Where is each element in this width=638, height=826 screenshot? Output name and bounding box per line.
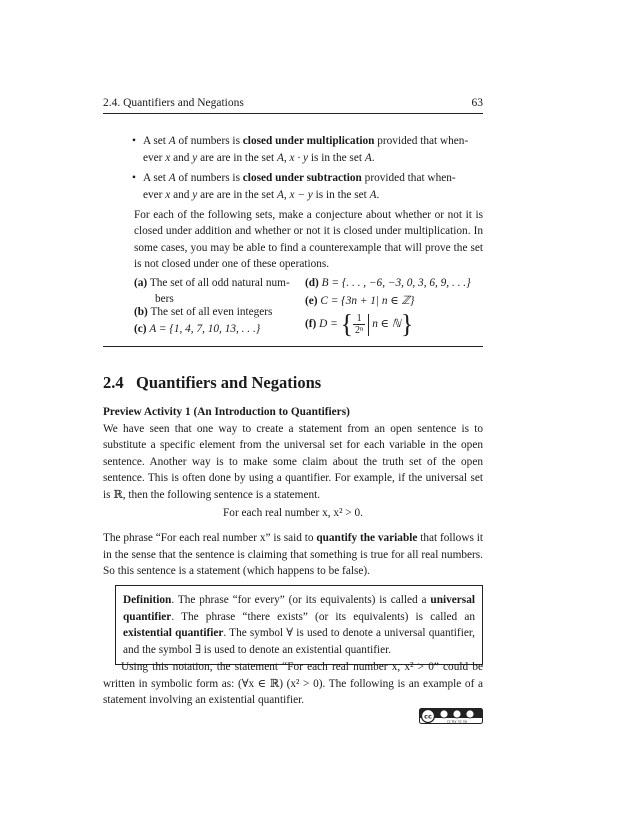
preview-heading: Preview Activity 1 [103, 406, 191, 418]
header-rule [103, 113, 483, 114]
preview-activity [103, 404, 483, 504]
svg-text:cc: cc [424, 712, 432, 721]
exercise-e: (e) C = {3n + 1| n ∈ ℤ} [305, 295, 415, 307]
definition-box: Definition. The phrase “for every” (or its equivalents) is called a universal quantifier. The phrase “there exists” (or its equivalents) is called an existential quantifier. The symbol ∀ is used to denote a universal quantifier, and the symbol ∃ is used to denote an existential quantifier. [115, 585, 483, 665]
creative-commons-icon [419, 708, 483, 724]
page-number: 63 [471, 97, 483, 109]
exercise-d: (d) B = {. . . , −6, −3, 0, 3, 6, 9, . . .} [305, 277, 471, 289]
running-head-section: 2.4. Quantifiers and Negations [103, 97, 244, 109]
intro-paragraph: For each of the following sets, make a conjecture about whether or not it is closed under addition and whether or not it is closed under multiplication. In some cases, you may be able to find a counterexample that will prove the set is not closed under one of these operations. [134, 209, 483, 271]
section-separator [103, 346, 483, 347]
exercise-a: (a) The set of all odd natural num- bers [134, 277, 290, 305]
term-quantify-variable: quantify the variable [316, 532, 418, 544]
bullet-dot: • [132, 135, 136, 147]
fraction: $\frac{1}{\text{2ⁿ}}$ [355, 313, 364, 336]
preview-paragraph-1: We have seen that one way to create a statement from an open sentence is to substitute a specific element from the universal set for each variable in the open sentence. Another way is to make some claim about the truth set of the open sentence. This is often done by using a quantifier. For example, if the universal set is ℝ, then the following sentence is a statement. [103, 422, 483, 501]
equation: For each real number x, x² > 0. [223, 507, 363, 519]
preview-subheading: (An Introduction to Quantifiers) [193, 406, 350, 418]
exercise-c: (c) A = {1, 4, 7, 10, 13, . . .} [134, 323, 261, 335]
bullet-closed-multiplication: • A set A of numbers is closed under multiplication provided that when- ever x and y are are in the set A, x · y is in the set A. [132, 135, 469, 164]
license-text: cc by nc sa [446, 719, 468, 724]
running-head [103, 97, 483, 109]
section-heading: 2.4 Quantifiers and Negations [103, 373, 322, 392]
term-existential-quantifier: existential quantifier [123, 627, 224, 639]
bullet-closed-subtraction: • A set A of numbers is closed under subtraction provided that when- ever x and y are are in the set A, x − y is in the set A. [132, 172, 456, 201]
definition-label: Definition [123, 594, 172, 606]
term-closed-multiplication: closed under multiplication [242, 135, 375, 147]
closing-paragraph: Using this notation, the statement “For each real number x, x² > 0” could be written in symbolic form as: (∀x ∈ ℝ) (x² > 0). The following is an example of a statement involving an existential quantifier. [103, 661, 483, 707]
term-closed-subtraction: closed under subtraction [242, 172, 362, 184]
term-universal-quantifier: universal quantifier [123, 594, 475, 623]
preview-paragraph-2: The phrase “For each real number x” is said to quantify the variable that follows it in the sense that the sentence is claiming that something is true for all real numbers. So this sentence is a statement (which happens to be false). [103, 532, 483, 578]
exercise-f: (f) D = { $\frac{1}{\text{2ⁿ}}$ n ∈ ℕ} [305, 309, 414, 339]
exercise-b: (b) The set of all even integers [134, 306, 273, 318]
bullet-dot: • [132, 172, 136, 184]
